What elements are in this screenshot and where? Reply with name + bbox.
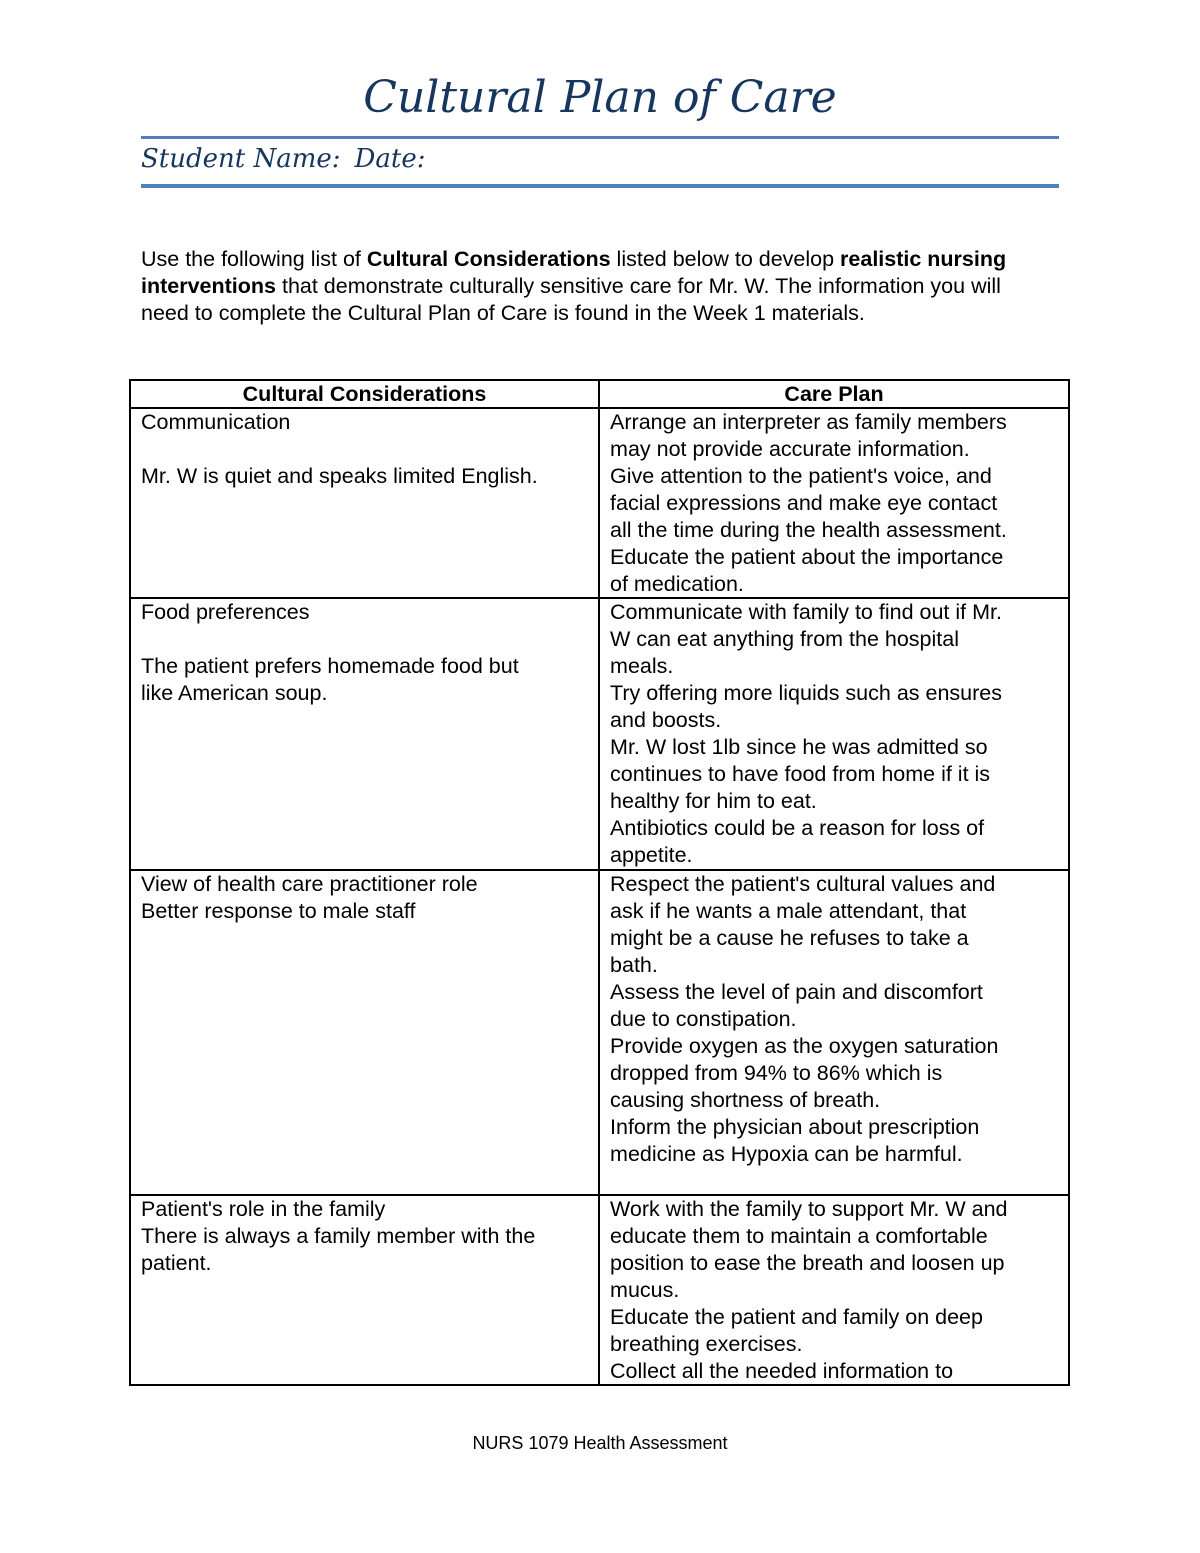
cell-line: medicine as Hypoxia can be harmful. [610, 1142, 963, 1166]
consideration-cell [130, 598, 599, 870]
cell-line: Patient's role in the family [141, 1197, 386, 1221]
date-label: Date: [354, 144, 426, 174]
cell-line: mucus. [610, 1278, 680, 1302]
cell-line: Inform the physician about prescription [610, 1115, 980, 1139]
cell-line: breathing exercises. [610, 1332, 803, 1356]
care-plan-table [129, 379, 1070, 1386]
cell-line: patient. [141, 1251, 212, 1275]
cell-line: bath. [610, 953, 658, 977]
care-plan-cell [599, 598, 1069, 870]
cell-line: all the time during the health assessment. [610, 518, 1007, 542]
cell-line: Mr. W lost 1lb since he was admitted so [610, 735, 988, 759]
table-row [130, 598, 1069, 870]
consideration-cell [130, 1195, 599, 1385]
cell-line: educate them to maintain a comfortable [610, 1224, 988, 1248]
care-plan-cell [599, 1195, 1069, 1385]
cell-line: Food preferences [141, 600, 310, 624]
footer: NURS 1079 Health Assessment [472, 1433, 728, 1453]
instructions [141, 246, 1041, 327]
table-row [130, 870, 1069, 1195]
cell-line: Try offering more liquids such as ensures [610, 681, 1002, 705]
cell-line: Better response to male staff [141, 899, 416, 923]
cell-line: Collect all the needed information to [610, 1359, 954, 1383]
cell-line: continues to have food from home if it is [610, 762, 991, 786]
divider [141, 184, 1059, 188]
divider [141, 136, 1059, 139]
cell-line: Arrange an interpreter as family members [610, 410, 1007, 434]
intro-bold: realistic nursing interventions [141, 247, 1007, 298]
cell-line: Educate the patient and family on deep [610, 1305, 983, 1329]
page-title: Cultural Plan of Care [363, 72, 837, 123]
cell-line: might be a cause he refuses to take a [610, 926, 969, 950]
intro-bold: Cultural Considerations [366, 247, 611, 271]
column-header: Care Plan [599, 380, 1069, 408]
cell-line: and boosts. [610, 708, 722, 732]
cell-line: appetite. [610, 843, 693, 867]
cell-line: Work with the family to support Mr. W and [610, 1197, 1008, 1221]
cell-line [141, 626, 588, 653]
cell-line: Mr. W is quiet and speaks limited English. [141, 464, 538, 488]
cell-line: Give attention to the patient's voice, and [610, 464, 992, 488]
consideration-cell [130, 870, 599, 1195]
cell-line: There is always a family member with the [141, 1224, 536, 1248]
care-plan-cell [599, 870, 1069, 1195]
cell-line: like American soup. [141, 681, 328, 705]
intro-text: Use the following list of [141, 247, 367, 271]
cell-line: Communicate with family to find out if Mr. [610, 600, 1002, 624]
care-plan-cell [599, 408, 1069, 598]
cell-line: may not provide accurate information. [610, 437, 970, 461]
cell-line: W can eat anything from the hospital [610, 627, 959, 651]
column-header: Cultural Considerations [130, 380, 599, 408]
cell-line [141, 436, 588, 463]
intro-text: that demonstrate culturally sensitive care for Mr. W. The information you will need to complete the Cultural Plan of Care is found in the Week 1 materials. [141, 274, 1001, 325]
student-info [141, 144, 440, 174]
cell-line: facial expressions and make eye contact [610, 491, 998, 515]
cell-line: causing shortness of breath. [610, 1088, 881, 1112]
cell-line: Provide oxygen as the oxygen saturation [610, 1034, 999, 1058]
cell-line: due to constipation. [610, 1007, 797, 1031]
cell-line: dropped from 94% to 86% which is [610, 1061, 943, 1085]
cell-line: healthy for him to eat. [610, 789, 817, 813]
intro-text: listed below to develop [610, 247, 841, 271]
cell-line: position to ease the breath and loosen up [610, 1251, 1005, 1275]
cell-line: Respect the patient's cultural values and [610, 872, 996, 896]
student-name-label: Student Name: [141, 144, 341, 174]
cell-line: meals. [610, 654, 674, 678]
table-row [130, 408, 1069, 598]
cell-line: View of health care practitioner role [141, 872, 478, 896]
cell-line: The patient prefers homemade food but [141, 654, 519, 678]
cell-line: Educate the patient about the importance [610, 545, 1004, 569]
cell-line: ask if he wants a male attendant, that [610, 899, 967, 923]
cell-line: Communication [141, 410, 291, 434]
cell-line: Assess the level of pain and discomfort [610, 980, 983, 1004]
cell-line: of medication. [610, 572, 744, 596]
table-row [130, 1195, 1069, 1385]
consideration-cell [130, 408, 599, 598]
cell-line: Antibiotics could be a reason for loss of [610, 816, 985, 840]
